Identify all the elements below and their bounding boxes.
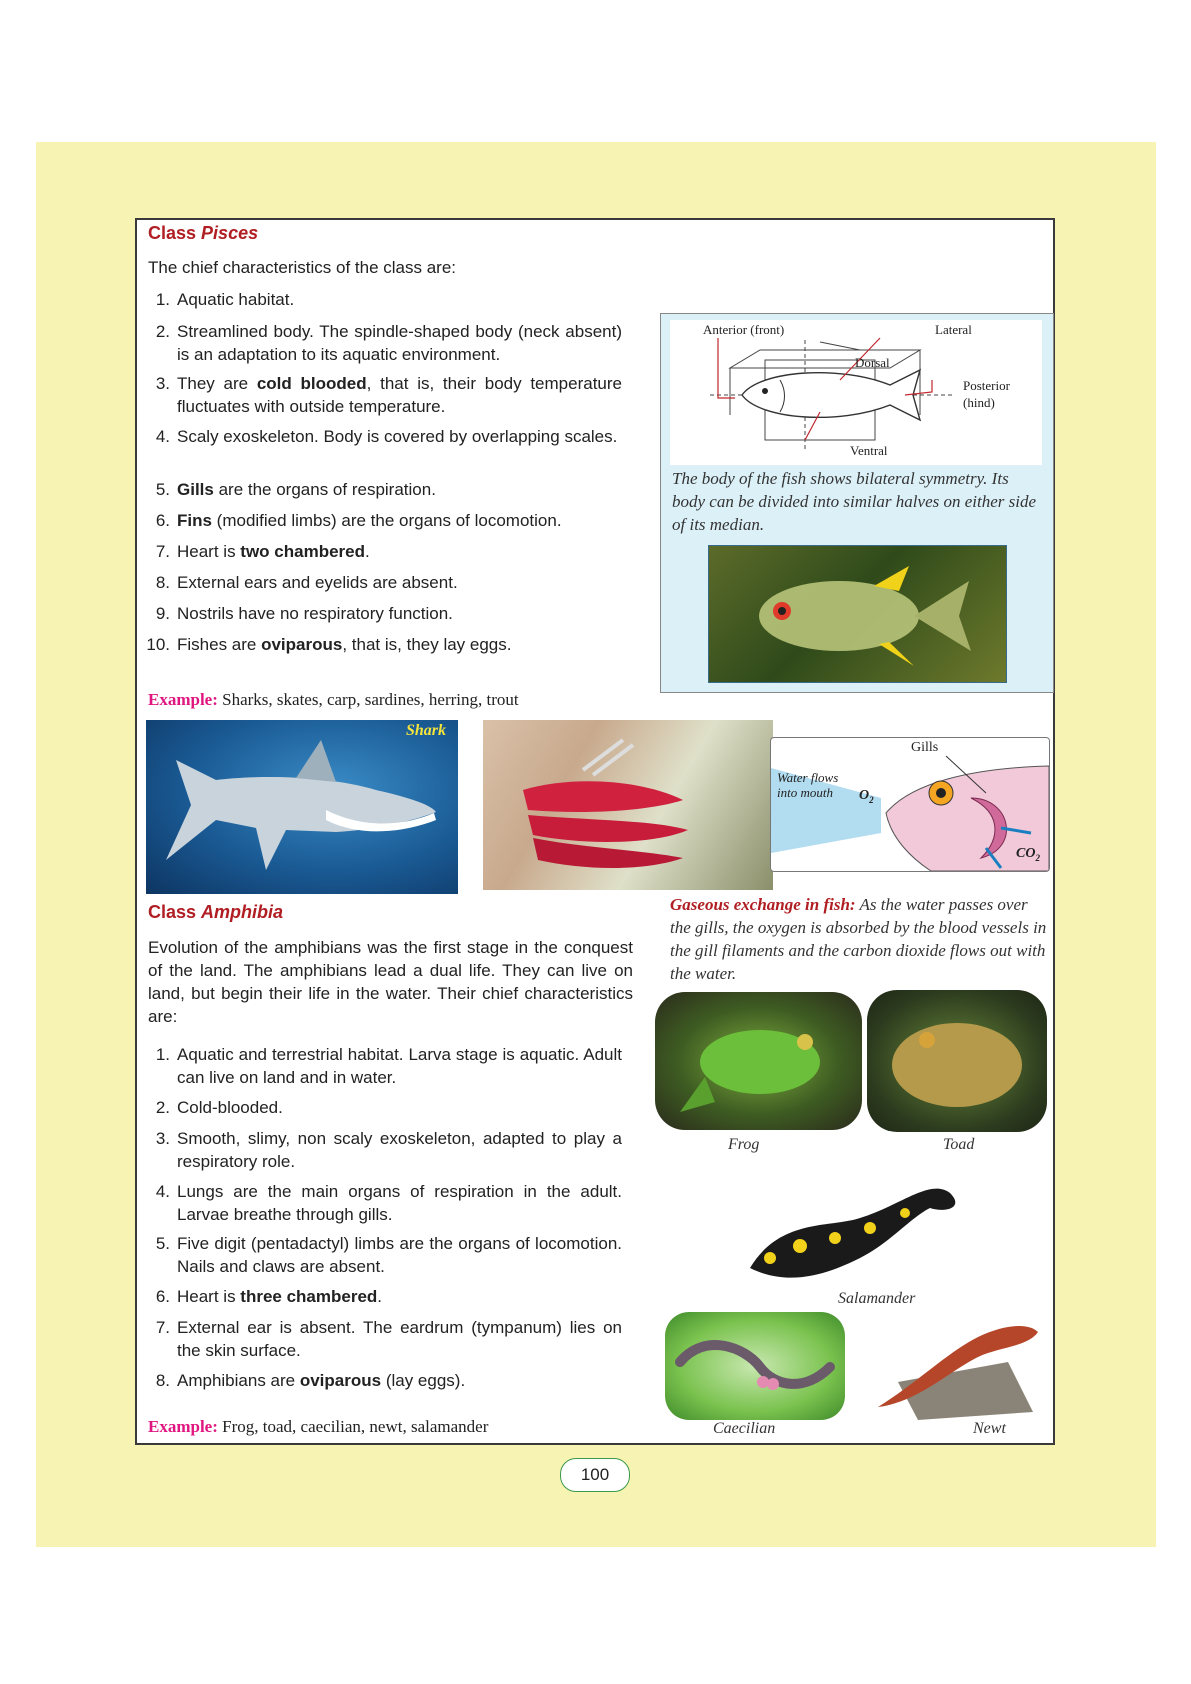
list-item-number: 3. [155,374,170,393]
frog-caption: Frog [728,1136,760,1153]
gills-diagram [770,737,1050,872]
toad-photo [867,990,1047,1132]
shark-dorsal-fin [296,740,336,782]
list-item-number: 4. [155,427,170,446]
newt-caption: Newt [973,1420,1006,1437]
caecilian-egg [767,1378,779,1390]
fish-tail [914,581,971,651]
caecilian-illustration [665,1312,845,1420]
list-item-text: Aquatic and terrestrial habitat. Larva stage is aquatic. Adult can live on land and in water. [177,1045,622,1087]
gas-exchange-caption: Gaseous exchange in fish: As the water passes over the gills, the oxygen is absorbed by the blood vessels in the gill filaments and the carbon dioxide flows out with the water. [670,895,1047,983]
o2-label: $O_2$ [859,788,874,805]
amphibia-intro: Evolution of the amphibians was the first stage in the conquest of the land. The amphibians lead a dual life. They can live on land, but begin their life in the water. Their chief characteristics are: [148,938,633,1026]
dorsal-pointer [820,342,860,350]
list-item-text: Fishes are oviparous, that is, they lay eggs. [177,635,512,654]
gill-arch [528,815,688,842]
toad-caption: Toad [943,1136,975,1153]
list-item-text: Heart is three chambered. [177,1287,383,1306]
list-item-text: Five digit (pentadactyl) limbs are the organs of locomotion. Nails and claws are absent. [177,1234,622,1276]
list-item-number: 4. [155,1182,170,1201]
list-item-text: External ears and eyelids are absent. [177,573,458,592]
fish-eye [762,388,768,394]
list-item-text: Aquatic habitat. [177,290,295,309]
list-item-text: Gills are the organs of respiration. [177,480,436,499]
symmetry-caption: The body of the fish shows bilateral symmetry. Its body can be divided into similar halves on either side of its median. [672,469,1037,534]
label-anterior: Anterior (front) [703,322,785,337]
list-item-number: 3. [155,1129,170,1148]
caecilian-caption: Caecilian [713,1420,776,1437]
list-item-text: Streamlined body. The spindle-shaped body (neck absent) is an adaptation to its aquatic environment. [177,322,622,364]
caecilian-photo [665,1312,845,1420]
list-item-text: Heart is two chambered. [177,542,370,561]
salamander-spot [829,1232,841,1244]
salamander-photo [740,1158,970,1303]
label-hind: (hind) [963,395,995,410]
frog-illustration [655,992,862,1130]
toad-illustration [867,990,1047,1132]
salamander-spot [764,1252,776,1264]
newt-photo [858,1292,1043,1422]
label-lateral: Lateral [935,322,972,337]
list-item-number: 9. [155,604,170,623]
list-item-text: Lungs are the main organs of respiration in the adult. Larvae breathe through gills. [177,1182,622,1224]
amphibia-heading: Class Amphibia [148,902,284,922]
gill-arch [523,781,683,812]
list-item-number: 7. [155,1318,170,1337]
pisces-intro: The chief characteristics of the class are: [148,258,457,277]
list-item-text: They are cold blooded, that is, their body temperature fluctuates with outside temperature. [177,374,622,416]
anal-fin [879,642,914,666]
toad-eye [919,1032,935,1048]
fish-outline [742,370,920,420]
list-item-text: Fins (modified limbs) are the organs of locomotion. [177,511,562,530]
salamander-spot [900,1208,910,1218]
caecilian-egg [757,1376,769,1388]
label-ventral: Ventral [850,443,888,458]
gill-photo-illustration [483,720,773,890]
list-item-number: 1. [155,290,170,309]
list-item-number: 10. [146,635,170,654]
list-item-number: 2. [155,322,170,341]
salamander-caption: Salamander [838,1290,916,1307]
gills-label: Gills [911,740,939,755]
pisces-example: Example: Sharks, skates, carp, sardines, herring, trout [148,690,519,709]
fish-pupil [936,788,946,798]
gills-diagram-illustration [771,738,1049,871]
list-item-number: 6. [155,511,170,530]
frog-eye [797,1034,813,1050]
shark-photo [146,720,458,894]
list-item-number: 6. [155,1287,170,1306]
co2-label: $CO_2$ [1016,846,1040,863]
amphibia-example: Example: Frog, toad, caecilian, newt, salamander [148,1417,489,1436]
list-item-number: 5. [155,1234,170,1253]
list-item-number: 2. [155,1098,170,1117]
salamander-spot [864,1222,876,1234]
fish-pupil [778,607,786,615]
page-number: 100 [560,1458,630,1492]
frog-photo [655,992,862,1130]
list-item-text: Nostrils have no respiratory function. [177,604,453,623]
shark-label: Shark [405,722,446,739]
label-dorsal: Dorsal [855,355,890,370]
tetra-fish-illustration [709,546,1006,682]
list-item-number: 8. [155,1371,170,1390]
caecilian-body [680,1345,830,1384]
list-item-number: 7. [155,542,170,561]
salamander-spot [793,1239,807,1253]
tetra-fish-photo [708,545,1007,683]
label-posterior: Posterior [963,378,1010,393]
toad-body [892,1023,1022,1107]
gill-photo [483,720,773,890]
list-item-text: Scaly exoskeleton. Body is covered by overlapping scales. [177,427,618,446]
list-item-text: Amphibians are oviparous (lay eggs). [177,1371,466,1390]
salamander-body [750,1189,955,1278]
list-item-text: Cold-blooded. [177,1098,283,1117]
list-item-number: 8. [155,573,170,592]
dorsal-plane [730,350,920,368]
shark-illustration [146,720,458,894]
gill-arch [533,838,683,868]
list-item-text: External ear is absent. The eardrum (tympanum) lies on the skin surface. [177,1318,622,1360]
list-item-text: Smooth, slimy, non scaly exoskeleton, adapted to play a respiratory role. [177,1129,622,1171]
water-flow-label: Water flows into mouth [777,770,839,800]
frog-leg [680,1077,715,1112]
list-item-number: 5. [155,480,170,499]
list-item-number: 1. [155,1045,170,1064]
pisces-heading: Class Pisces [148,223,259,243]
